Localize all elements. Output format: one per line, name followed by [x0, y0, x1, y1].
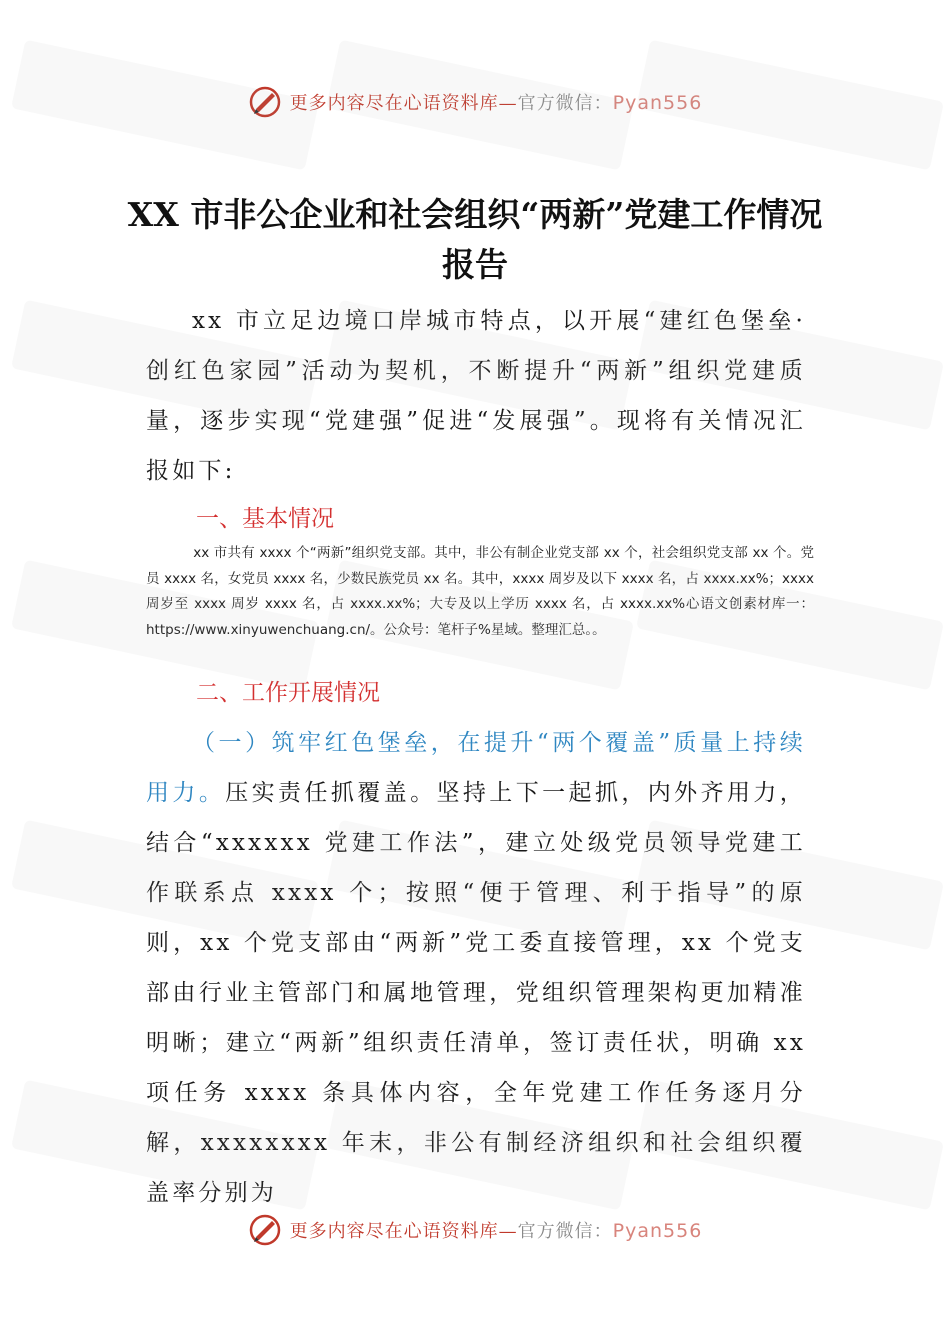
banner-wechat-id: Pyan556: [612, 1220, 703, 1242]
header-banner: [0, 82, 950, 122]
banner-wechat-id: Pyan556: [612, 92, 703, 114]
banner-slogan: 更多内容尽在心语资料库—: [289, 1221, 518, 1242]
basic-info-paragraph: xx 市共有 xxxx 个“两新”组织党支部。其中，非公有制企业党支部 xx 个，社会组织党支部 xx 个。党员 xxxx 名，女党员 xxxx 名，少数民族党员 xx 名。其中，xxxx 周岁及以下 xxxx 名，占 xxxx.xx%；xxxx 周岁至 xxxx 周岁 xxxx 名，占 xxxx.xx%；大专及以上学历 xxxx 名，占 xxxx.xx%心语文创素材库一：https://www.xinyuwenchuang.cn/。公众号：笔杆子%星域。整理汇总。。: [146, 545, 814, 638]
pen-logo-icon: [248, 85, 282, 119]
pen-logo-icon: [248, 1213, 282, 1247]
banner-text: [290, 89, 703, 115]
banner-text: [290, 1217, 703, 1243]
banner-slogan: 更多内容尽在心语资料库—: [289, 93, 518, 114]
document-title: XX 市非公企业和社会组织“两新”党建工作情况报告: [127, 195, 823, 285]
section-heading-work: 二、工作开展情况: [196, 680, 380, 706]
work-paragraph: [146, 718, 806, 1218]
banner-wechat-label: 官方微信：: [517, 1221, 613, 1242]
intro-paragraph: xx 市立足边境口岸城市特点，以开展“建红色堡垒·创红色家园”活动为契机，不断提升“两新”组织党建质量，逐步实现“党建强”促进“发展强”。现将有关情况汇报如下:: [146, 308, 806, 484]
sub-heading: （一）筑牢红色堡垒，在提升“两个覆盖”质量上持续用力。: [146, 730, 806, 806]
banner-wechat-label: 官方微信：: [517, 93, 613, 114]
footer-banner: [0, 1210, 950, 1250]
section-heading-basic: 一、基本情况: [196, 506, 334, 532]
work-body: 压实责任抓覆盖。坚持上下一起抓，内外齐用力，结合“xxxxxx 党建工作法”，建立处级党员领导党建工作联系点 xxxx 个；按照“便于管理、利于指导”的原则，xx 个党支部由“两新”党工委直接管理，xx 个党支部由行业主管部门和属地管理，党组织管理架构更加精准明晰；建立“两新”组织责任清单，签订责任状，明确 xx 项任务 xxxx 条具体内容，全年党建工作任务逐月分解，xxxxxxxx 年末，非公有制经济组织和社会组织覆盖率分别为: [146, 780, 806, 1206]
